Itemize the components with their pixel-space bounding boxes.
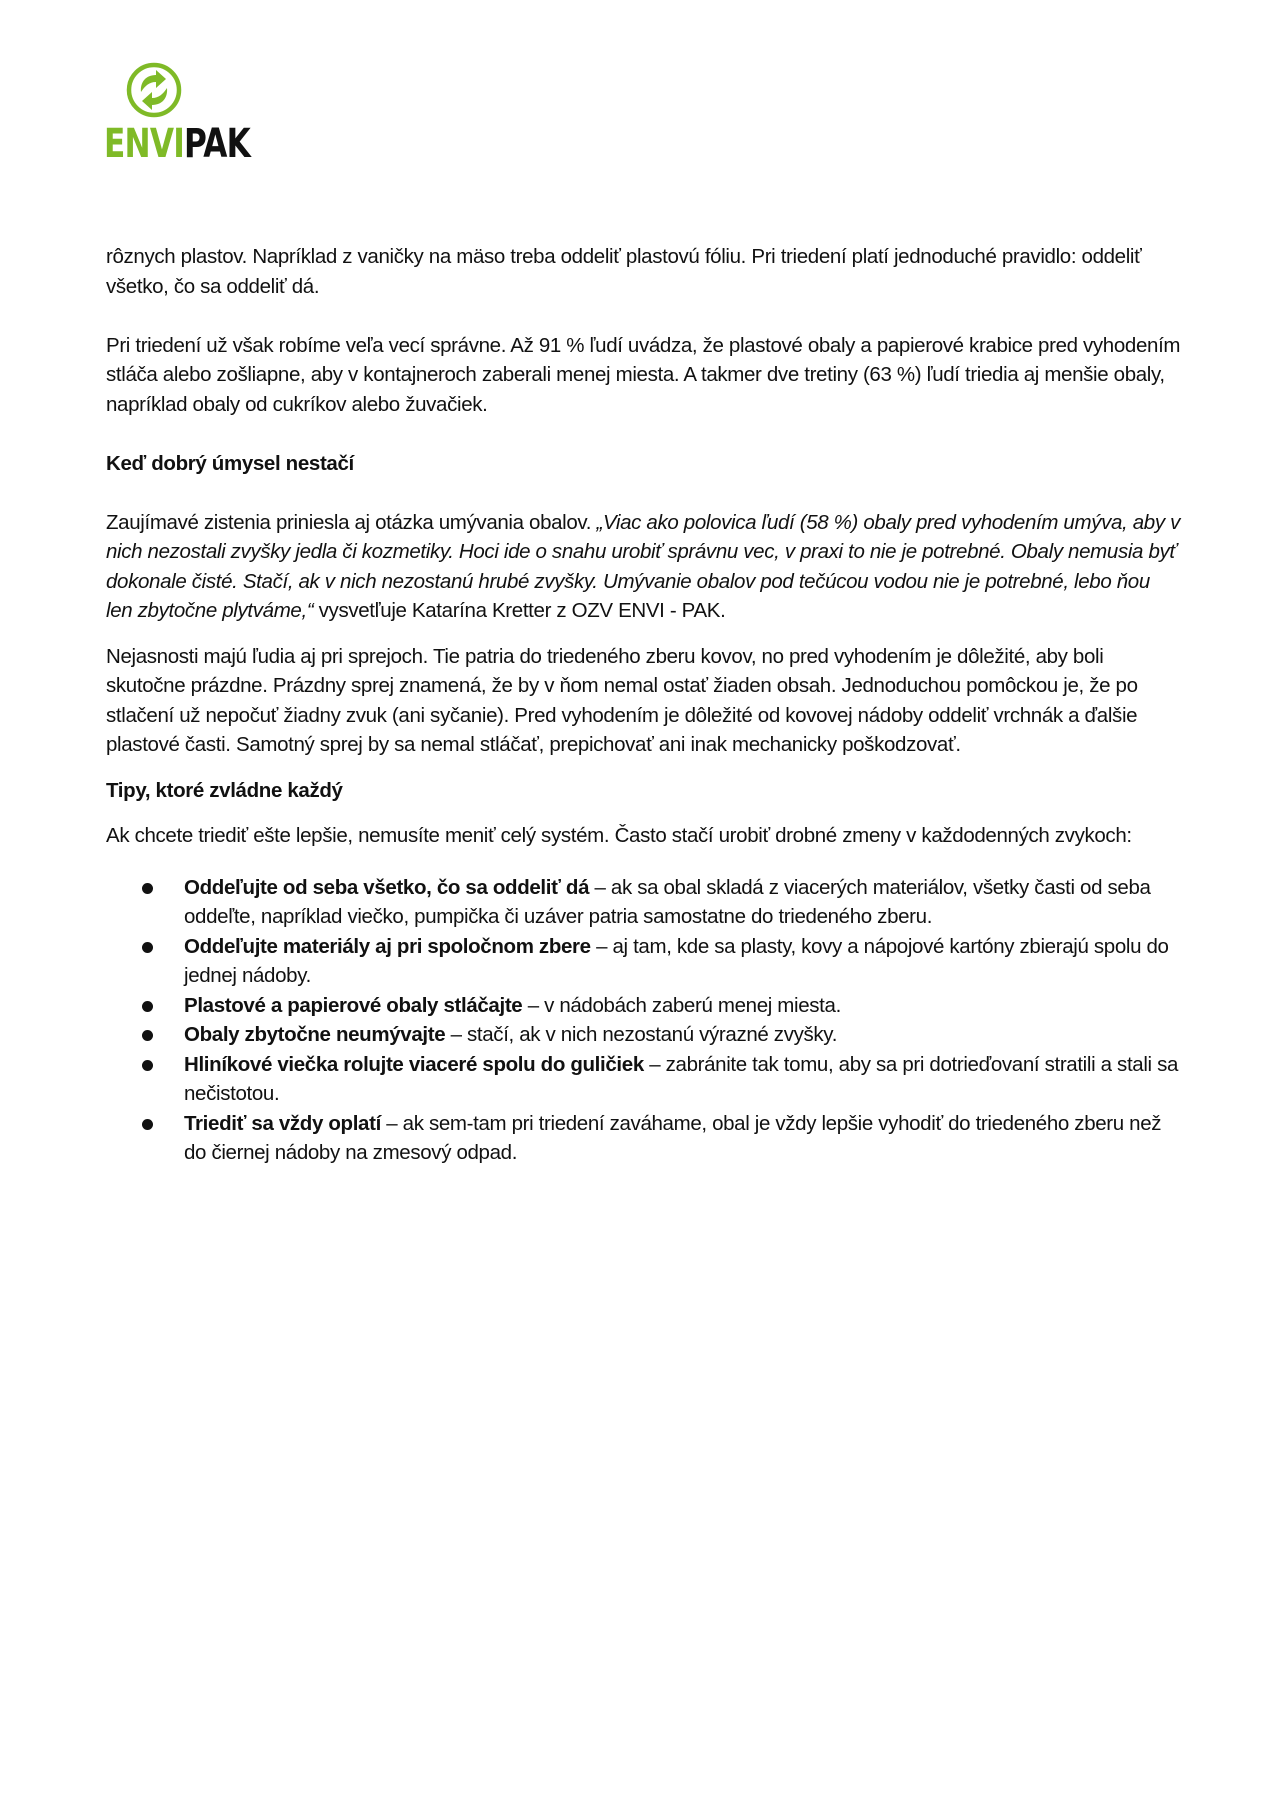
list-item — [106, 1020, 1181, 1050]
tip-title: Oddeľujte od seba všetko, čo sa oddeliť dá — [184, 875, 590, 899]
bullet-icon — [142, 1001, 153, 1012]
bullet-icon — [142, 1060, 153, 1071]
tip-text: – ak sem-tam pri triedení zaváhame, obal je vždy lepšie vyhodiť do triedeného zberu než do čiernej nádoby na zmesový odpad. — [184, 1111, 1162, 1164]
logo-wordmark — [104, 120, 250, 168]
tip-title: Obaly zbytočne neumývajte — [184, 1023, 446, 1046]
bullet-icon — [142, 942, 153, 953]
washing-attribution: vysvetľuje Katarína Kretter z OZV ENVI - PAK. — [313, 599, 726, 622]
paragraph-washing — [106, 508, 1181, 626]
document-body — [106, 242, 1181, 1168]
paragraph-tips-intro: Ak chcete triediť ešte lepšie, nemusíte meniť celý systém. Často stačí urobiť drobné zmeny v každodenných zvykoch: — [106, 824, 1132, 847]
list-item — [106, 1050, 1181, 1109]
washing-quote: „Viac ako polovica ľudí (58 %) obaly pred vyhodením umýva, aby v nich nezostali zvyšky jedla či kozmetiky. Hoci ide o snahu urobiť správnu vec, v praxi to nie je potrebné. Obaly nemusia byť dokonale čisté. Stačí, ak v nich nezostanú hrubé zvyšky. Umývanie obalov pod tečúcou vodou nie je potrebné, lebo ňou len zbytočne plytváme,“ — [106, 510, 1180, 622]
list-item — [106, 932, 1181, 991]
list-item — [106, 873, 1181, 932]
tip-title: Oddeľujte materiály aj pri spoločnom zbere — [184, 934, 591, 958]
green-dot-recycle-icon — [126, 62, 182, 118]
tip-text: – stačí, ak v nich nezostanú výrazné zvyšky. — [445, 1023, 838, 1046]
envipak-logo — [104, 62, 251, 167]
paragraph-survey-results: Pri triedení už však robíme veľa vecí správne. Až 91 % ľudí uvádza, že plastové obaly a papierové krabice pred vyhodením stláča alebo zošliapne, aby v kontajneroch zaberali menej miesta. A takmer dve tretiny (63 %) ľudí triedia aj menšie obaly, napríklad obaly od cukríkov alebo žuvačiek. — [106, 333, 1181, 416]
tip-title: Plastové a papierové obaly stláčajte — [184, 993, 523, 1017]
logo-text-pak: PAK — [184, 121, 251, 167]
tip-text: – zabránite tak tomu, aby sa pri dotrieďovaní stratili a stali sa nečistotou. — [184, 1052, 1179, 1105]
washing-lead: Zaujímavé zistenia priniesla aj otázka umývania obalov. — [106, 510, 597, 534]
list-item — [106, 991, 1181, 1021]
paragraph-sprays: Nejasnosti majú ľudia aj pri sprejoch. Tie patria do triedeného zberu kovov, no pred vyhodením je dôležité, aby boli skutočne prázdne. Prázdny sprej znamená, že by v ňom nemal ostať žiaden obsah. Jednoduchou pomôckou je, že po stlačení už nepočuť žiadny zvuk (ani syčanie). Pred vyhodením je dôležité od kovovej nádoby oddeliť vrchnák a ďalšie plastové časti. Samotný sprej by sa nemal stláčať, prepichovať ani inak mechanicky poškodzovať. — [106, 644, 1138, 756]
tip-title: Hliníkové viečka rolujte viaceré spolu do guličiek — [184, 1052, 644, 1076]
bullet-icon — [142, 1119, 153, 1130]
paragraph-plastics-separation: rôznych plastov. Napríklad z vaničky na mäso treba oddeliť plastovú fóliu. Pri triedení platí jednoduché pravidlo: oddeliť všetko, čo sa oddeliť dá. — [106, 245, 1142, 298]
tip-title: Triediť sa vždy oplatí — [184, 1111, 381, 1135]
bullet-icon — [142, 883, 153, 894]
tip-text: – ak sa obal skladá z viacerých materiálov, všetky časti od seba oddeľte, napríklad viečko, pumpička či uzáver patria samostatne do triedeného zberu. — [184, 875, 1151, 928]
heading-good-intention: Keď dobrý úmysel nestačí — [106, 451, 354, 475]
tip-text: – v nádobách zaberú menej miesta. — [522, 993, 841, 1017]
bullet-icon — [142, 1030, 153, 1041]
heading-tips: Tipy, ktoré zvládne každý — [106, 778, 343, 802]
list-item — [106, 1109, 1181, 1168]
tip-text: – aj tam, kde sa plasty, kovy a nápojové kartóny zbierajú spolu do jednej nádoby. — [184, 934, 1169, 987]
tips-list — [106, 873, 1181, 1168]
logo-text-envi: ENVI — [104, 121, 185, 167]
